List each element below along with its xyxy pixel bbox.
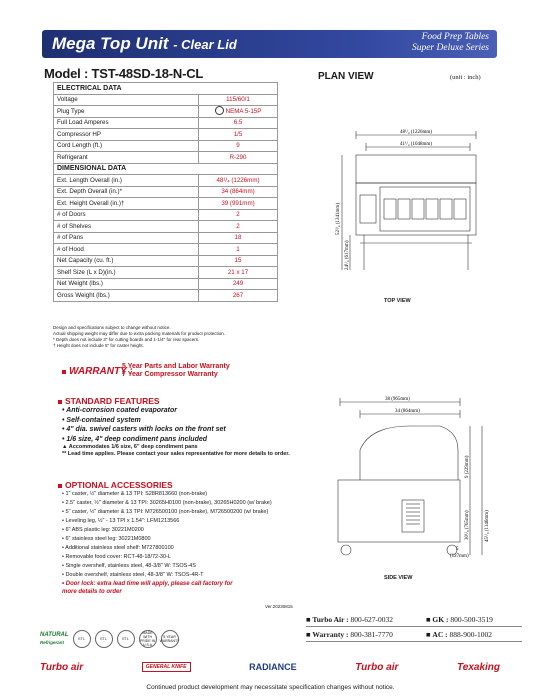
etl-listed-icon: ETL: [117, 630, 135, 648]
spec-label: # of Shelves: [54, 221, 199, 233]
bullet-square-icon: [58, 484, 62, 488]
spec-label: Gross Weight (lbs.): [54, 290, 199, 302]
spec-label: Ext. Length Overall (in.): [54, 175, 199, 187]
spec-value: R-290: [199, 152, 278, 164]
version-label: Ver.20230815: [265, 604, 293, 609]
dim-301: 30¹/₈ (765mm): [465, 510, 470, 540]
spec-notes: [53, 325, 293, 349]
list-item: • 1" caster, ½" diameter & 13 TPI: S28R813660 (non-brake): [62, 491, 208, 497]
spec-value: 2: [199, 209, 278, 221]
spec-value: 21 x 17: [199, 267, 278, 279]
header-banner: [42, 30, 497, 58]
natural-text: NATURAL: [40, 632, 69, 638]
spec-label: Net Weight (lbs.): [54, 278, 199, 290]
optional-list: [58, 490, 272, 596]
spec-value: 1: [199, 244, 278, 256]
bullet-square-icon: [62, 370, 66, 374]
turbo-air-logo-2: Turbo air: [355, 661, 399, 673]
standard-features: [58, 396, 290, 458]
general-knife-logo: GENERAL KNIFE: [142, 662, 191, 672]
list-subitem: ▲ Accommodates 1/6 size, 6" deep condiment pans: [62, 444, 198, 450]
warranty-section: [62, 363, 230, 381]
tag-line1: Food Prep Tables: [421, 32, 489, 42]
cert-logos: [40, 623, 179, 655]
spec-value: 6.5: [199, 117, 278, 129]
dim-411: 41¹/₄ (1048mm): [400, 142, 432, 147]
side-view-label: SIDE VIEW: [384, 575, 413, 581]
note-line: Design and specifications subject to change without notice.: [53, 325, 171, 330]
dim-34: 34 (864mm): [395, 409, 420, 414]
tag-line2: Super Deluxe Series: [411, 43, 489, 53]
series-tag: [412, 32, 489, 54]
spec-table: [53, 82, 278, 302]
list-item: • Leveling leg, ½" - 13 TPI x 1.54": LFM1213566: [62, 518, 180, 524]
list-item: • Double overshelf, stainless steel, 48-3/8" W: TSOS-4R-T: [62, 572, 204, 578]
gk-label: GK :: [432, 614, 449, 624]
dim-481: 48¹/₄ (1226mm): [400, 130, 432, 135]
made-in-usa-icon: MADE WITH PRIDE IN U.S.A: [139, 631, 156, 647]
plug-cell: [199, 106, 278, 118]
dim-5: 5: [456, 547, 459, 552]
subtitle-text: - Clear Lid: [173, 37, 237, 52]
turbo-air-phone[interactable]: 800-627-0032: [350, 614, 394, 624]
spec-value: 18: [199, 232, 278, 244]
dim-9: 9 (229mm): [465, 455, 470, 478]
ac-label: AC :: [432, 629, 448, 639]
list-item: • 2.5" caster, ½" diameter & 13 TPI: 30265H0100 (non-brake), 30265H0200 (w/ brake): [62, 500, 272, 506]
unit-label: (unit : inch): [450, 74, 481, 81]
optional-title-text: OPTIONAL ACCESSORIES: [65, 480, 173, 490]
note-line: Actual shipping weight may differ due to extra packing materials for product protection.: [53, 331, 226, 336]
list-item: • 1/6 size, 4" deep condiment pans included: [62, 435, 208, 443]
gk-phone[interactable]: 800-500-3519: [450, 614, 493, 624]
warranty-contact-label: Warranty :: [312, 629, 349, 639]
turbo-air-label: Turbo Air :: [312, 614, 349, 624]
spec-value: 267: [199, 290, 278, 302]
warranty-values: [122, 363, 230, 379]
page-title: [52, 34, 237, 54]
plan-view-title: PLAN VIEW: [318, 71, 374, 82]
warranty-line1: 5 Year Parts and Labor Warranty: [122, 363, 230, 370]
side-view-drawing: [330, 392, 505, 572]
spec-value: 2: [199, 221, 278, 233]
spec-value: 1/5: [199, 129, 278, 141]
spec-value: 39 (991mm): [199, 198, 278, 210]
spec-label: # of Pans: [54, 232, 199, 244]
dim-451: 45¹/₈ (1146mm): [485, 510, 490, 542]
texaking-logo: Texaking: [457, 661, 500, 673]
spec-label: Refrigerant: [54, 152, 199, 164]
list-item: • 6" stainless steel leg: 30221M0800: [62, 536, 151, 542]
plug-icon: [215, 106, 224, 115]
title-text: Mega Top Unit: [52, 34, 169, 53]
warranty-line2: 7 Year Compressor Warranty: [122, 371, 218, 378]
spec-label: Full Load Amperes: [54, 117, 199, 129]
contact-block: [306, 612, 522, 642]
dim-523: 52³/₄ (1341mm): [336, 203, 341, 235]
warranty-phone[interactable]: 800-381-7770: [350, 629, 393, 639]
spec-value: NEMA 5-15P: [225, 107, 262, 115]
door-lock-note: • Door lock: extra lead time will apply, please call factory for: [62, 581, 233, 587]
dim-5-mm: (127mm): [450, 554, 469, 559]
natural-refrigerant-logo: [40, 632, 69, 646]
top-view-label: TOP VIEW: [384, 298, 411, 304]
spec-label: Ext. Depth Overall (in.)*: [54, 186, 199, 198]
list-item: • Additional stainless steel shelf: M727800100: [62, 545, 174, 551]
spec-value: 115/60/1: [199, 94, 278, 106]
etl-sanitation-icon: ETL: [95, 630, 113, 648]
contact-row: [306, 627, 522, 642]
warranty-badge-icon: 5 YEAR WARRANTY: [161, 630, 179, 648]
standard-title-text: STANDARD FEATURES: [65, 396, 160, 406]
spec-label: Compressor HP: [54, 129, 199, 141]
spec-label: Net Capacity (cu. ft.): [54, 255, 199, 267]
model-label: Model : TST-48SD-18-N-CL: [44, 66, 204, 81]
spec-value: 34 (864mm): [199, 186, 278, 198]
list-item: • 5" caster, ½" diameter & 13 TPI: M726500100 (non-brake), M726500200 (w/ brake): [62, 509, 269, 515]
spec-label: # of Hood: [54, 244, 199, 256]
list-item: • Self-contained system: [62, 416, 141, 424]
contact-cell: ■ Warranty : 800-381-7770: [306, 629, 393, 639]
list-item: • Anti-corrosion coated evaporator: [62, 407, 177, 414]
list-item: • Single overshelf, stainless steel, 48-3/8" W: TSOS-4S: [62, 563, 196, 569]
dimensional-title: DIMENSIONAL DATA: [54, 163, 278, 175]
spec-value: 9: [199, 140, 278, 152]
contact-cell: ■ Turbo Air : 800-627-0032: [306, 614, 394, 624]
spec-label: # of Doors: [54, 209, 199, 221]
list-item: • Removable food cover: RCT-48-18/72-30-L: [62, 554, 171, 560]
standard-title: [58, 396, 290, 406]
door-lock-note: more details to order: [62, 589, 122, 595]
contact-cell: ■ AC : 888-900-1002: [426, 629, 492, 639]
list-item: • 6" ABS plastic leg: 30221M0200: [62, 527, 144, 533]
spec-value: 249: [199, 278, 278, 290]
spec-label: Plug Type: [54, 106, 199, 118]
dim-241: 24¹/₄ (617mm): [345, 240, 350, 270]
warranty-label: WARRANTY :: [69, 366, 133, 378]
contact-row: [306, 612, 522, 627]
spec-label: Shelf Size (L x D)(in.): [54, 267, 199, 279]
dim-38: 38 (965mm): [385, 397, 410, 402]
top-view-drawing: [330, 125, 500, 295]
spec-value: 15: [199, 255, 278, 267]
spec-label: Ext. Height Overall (in.)†: [54, 198, 199, 210]
spec-label: Voltage: [54, 94, 199, 106]
contact-cell: ■ GK : 800-500-3519: [426, 614, 493, 624]
note-line: † Height does not include 5" for caster height.: [53, 343, 144, 348]
radiance-logo: RADIANCE: [249, 662, 297, 672]
electrical-title: ELECTRICAL DATA: [54, 83, 278, 95]
optional-accessories: [58, 480, 272, 596]
bullet-square-icon: [58, 400, 62, 404]
spec-value: 48¹/₄ (1226mm): [199, 175, 278, 187]
list-item: • 4" dia. swivel casters with locks on the front set: [62, 426, 226, 433]
refrigerant-text: Refrigerant: [40, 640, 65, 645]
list-subitem: ** Lead time applies. Please contact your sales representative for more details to order.: [62, 451, 290, 457]
standard-list: [58, 406, 290, 458]
note-line: * Depth does not include 3" for cutting boards and 1-1/4" for rear spacers.: [53, 337, 200, 342]
spec-label: Cord Length (ft.): [54, 140, 199, 152]
turbo-air-logo: Turbo air: [40, 661, 84, 673]
etl-icon: ETL: [73, 630, 91, 648]
brand-logos: [40, 658, 500, 676]
optional-title: [58, 480, 272, 490]
ac-phone[interactable]: 888-900-1002: [449, 629, 492, 639]
footer-note: Continued product development may necessitate specification changes without notice.: [146, 684, 395, 691]
